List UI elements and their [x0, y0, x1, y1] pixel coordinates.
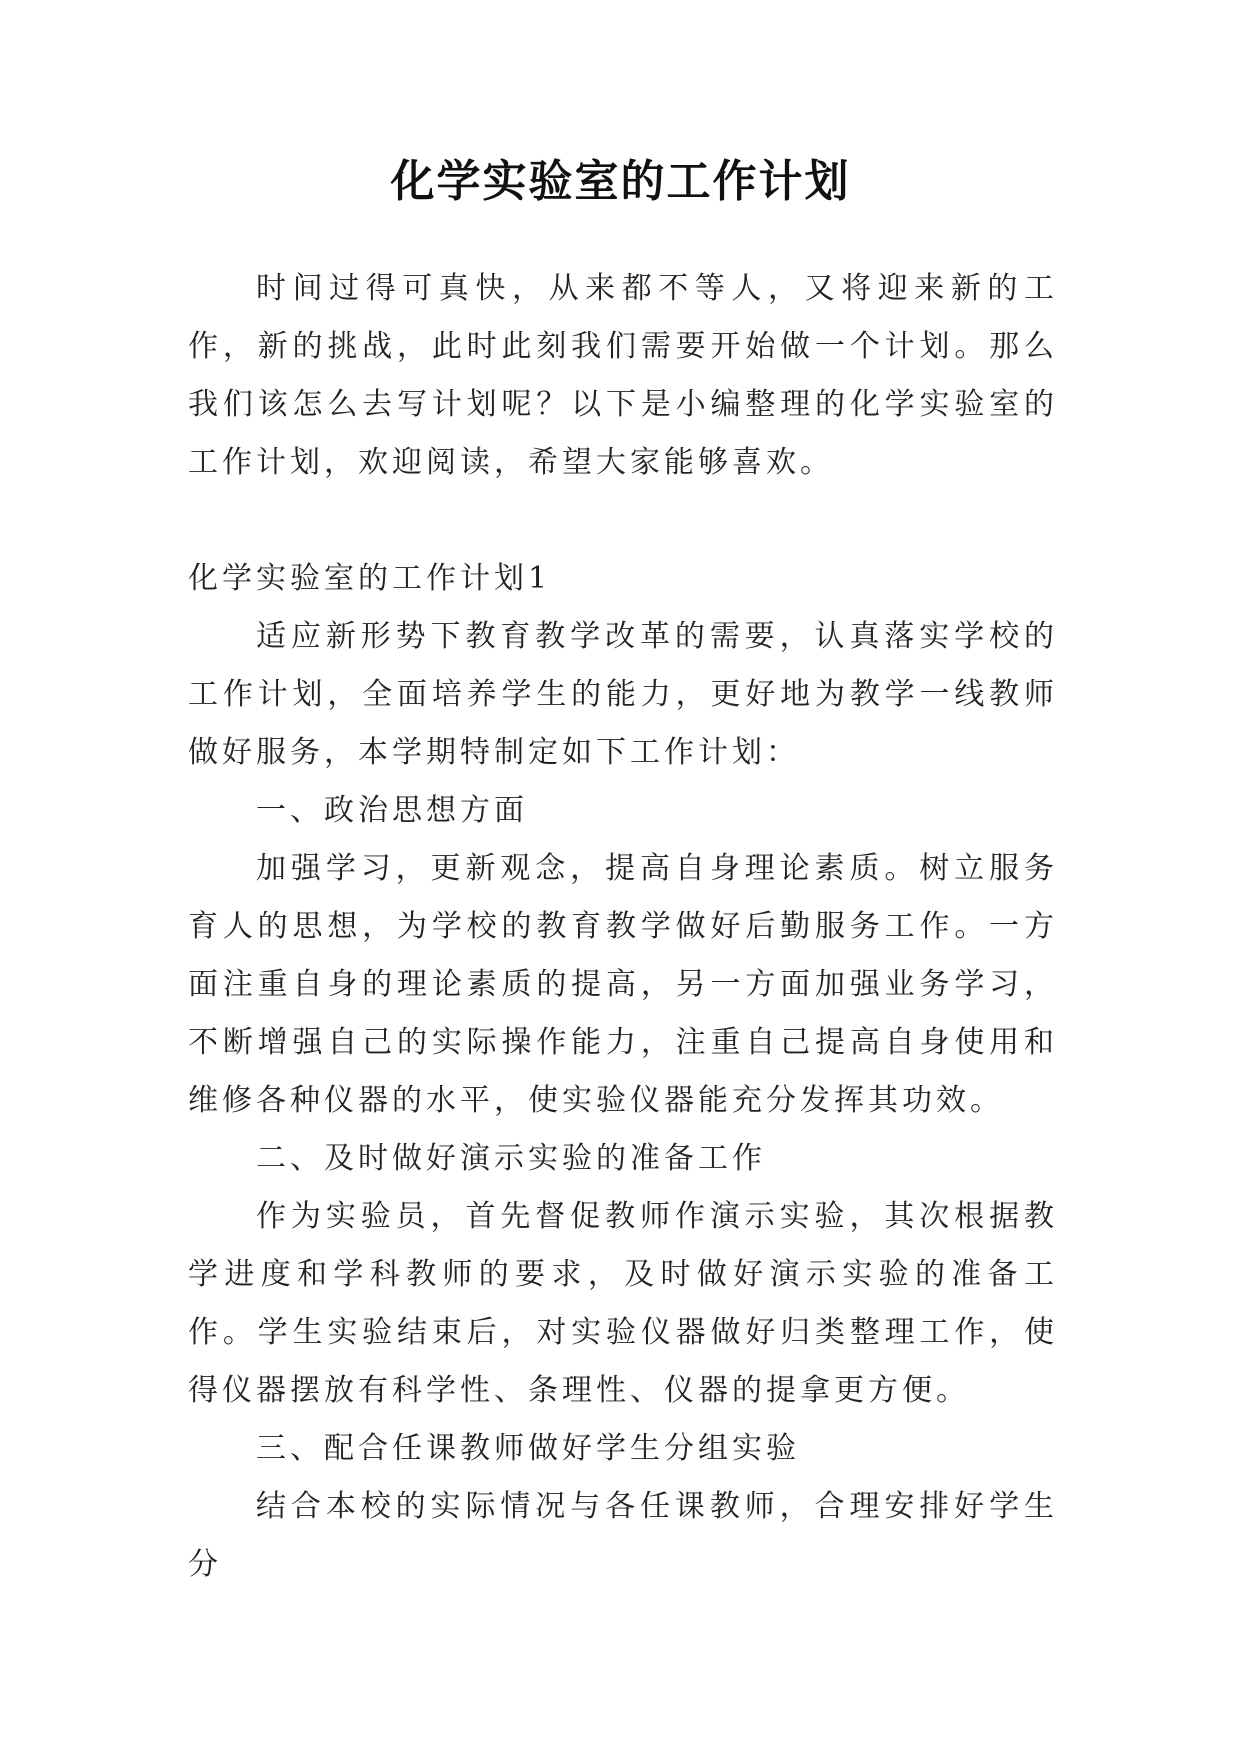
- document-body: [188, 260, 1058, 1594]
- body-paragraph: 加强学习，更新观念，提高自身理论素质。树立服务育人的思想，为学校的教育教学做好后勤服务工作。一方面注重自身的理论素质的提高，另一方面加强业务学习，不断增强自己的实际操作能力，注重自己提高自身使用和维修各种仪器的水平，使实验仪器能充分发挥其功效。: [188, 851, 1058, 1118]
- heading-demo-experiments: 二、及时做好演示实验的准备工作: [256, 1141, 766, 1176]
- body-paragraph: 结合本校的实际情况与各任课教师，合理安排好学生分: [188, 1489, 1058, 1582]
- body-paragraph: 作为实验员，首先督促教师作演示实验，其次根据教学进度和学科教师的要求，及时做好演示实验的准备工作。学生实验结束后，对实验仪器做好归类整理工作，使得仪器摆放有科学性、条理性、仪器的提拿更方便。: [188, 1199, 1058, 1408]
- document-title: 化学实验室的工作计划: [390, 156, 851, 207]
- heading-group-experiments: 三、配合任课教师做好学生分组实验: [256, 1431, 800, 1466]
- body-paragraph: 适应新形势下教育教学改革的需要，认真落实学校的工作计划，全面培养学生的能力，更好地为教学一线教师做好服务，本学期特制定如下工作计划：: [188, 619, 1058, 770]
- section-title: 化学实验室的工作计划1: [188, 561, 552, 596]
- spacer: [188, 492, 1058, 550]
- intro-paragraph: 时间过得可真快，从来都不等人，又将迎来新的工作，新的挑战，此时此刻我们需要开始做一个计划。那么我们该怎么去写计划呢？以下是小编整理的化学实验室的工作计划，欢迎阅读，希望大家能够喜欢。: [188, 271, 1058, 480]
- heading-politics: 一、政治思想方面: [256, 793, 528, 828]
